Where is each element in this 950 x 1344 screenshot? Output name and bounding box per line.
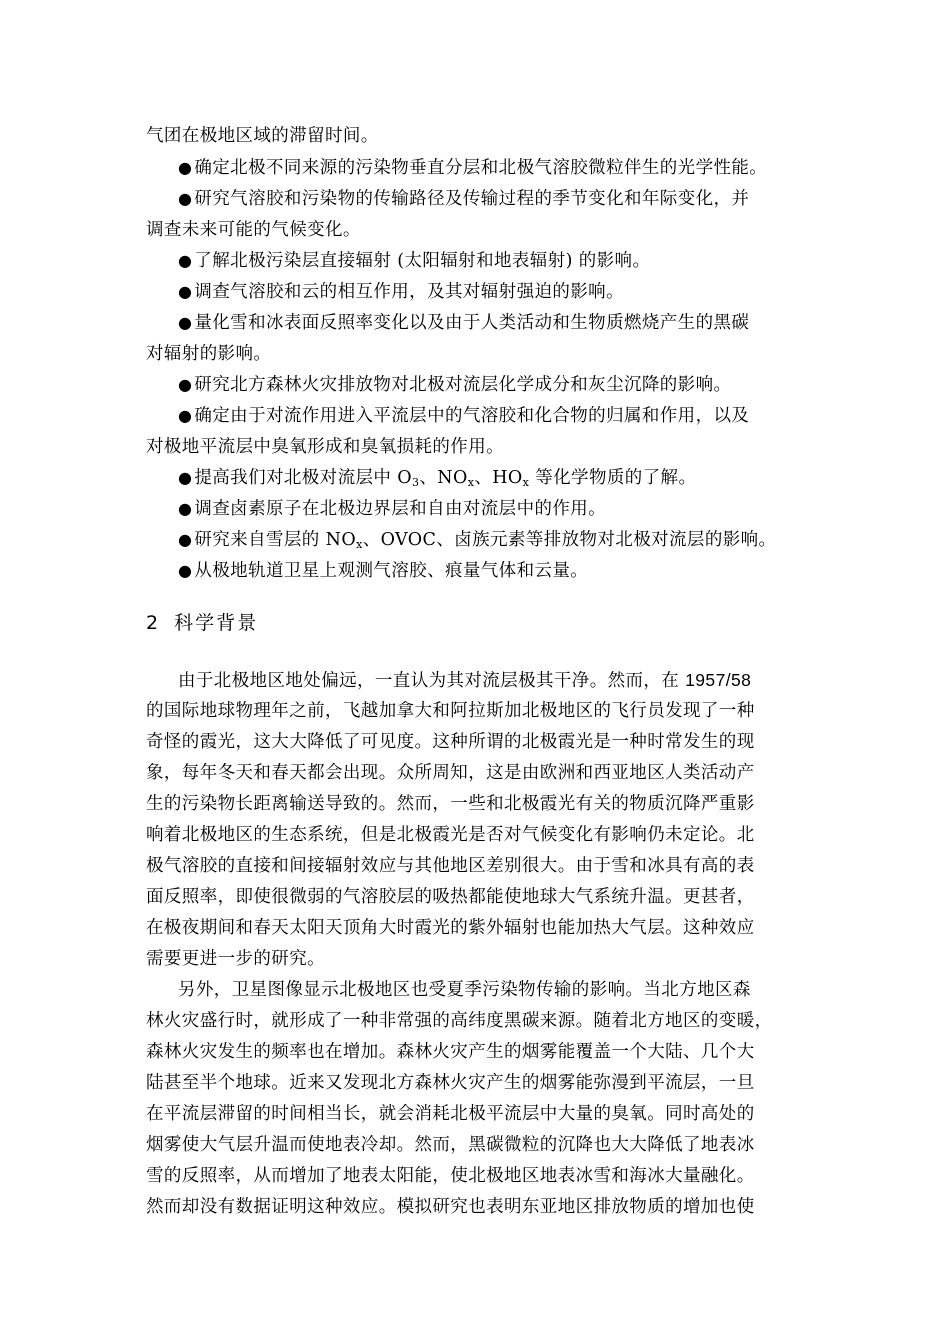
- paragraph-line: 在极夜期间和春天太阳天顶角大时霞光的紫外辐射也能加热大气层。这种效应: [146, 918, 755, 938]
- bullet-icon: ●: [178, 406, 193, 425]
- paragraph-line: 由于北极地区地处偏远，一直认为其对流层极其干净。然而，在 1957/58: [178, 670, 752, 691]
- bullet-icon: ●: [178, 158, 193, 177]
- section-heading: [146, 610, 258, 636]
- bullet-item: ● 研究气溶胶和污染物的传输路径及传输过程的季节变化和年际变化，并: [178, 189, 750, 209]
- bullet-icon: ●: [178, 282, 193, 301]
- bullet-icon: ●: [178, 530, 193, 549]
- bullet-item: ● 调查气溶胶和云的相互作用，及其对辐射强迫的影响。: [178, 282, 624, 302]
- bullet-item: ● 调查卤素原子在北极边界层和自由对流层中的作用。: [178, 499, 607, 519]
- paragraph-line: 陆甚至半个地球。近来又发现北方森林火灾产生的烟雾能弥漫到平流层，一旦: [146, 1073, 755, 1093]
- bullet-item: ● 研究北方森林火灾排放物对北极对流层化学成分和灰尘沉降的影响。: [178, 375, 732, 395]
- bullet-icon: ●: [178, 189, 193, 208]
- bullet-continuation: 对辐射的影响。: [146, 344, 272, 364]
- bullet-icon: ●: [178, 251, 193, 270]
- bullet-icon: ●: [178, 561, 193, 580]
- paragraph-line: 极气溶胶的直接和间接辐射效应与其他地区差别很大。由于雪和冰具有高的表: [146, 856, 755, 876]
- paragraph-line: 的国际地球物理年之前，飞越加拿大和阿拉斯加北极地区的飞行员发现了一种: [146, 701, 755, 721]
- paragraph-line: 响着北极地区的生态系统，但是北极霞光是否对气候变化有影响仍未定论。北: [146, 825, 755, 845]
- paragraph-line: 在平流层滞留的时间相当长，就会消耗北极平流层中大量的臭氧。同时高处的: [146, 1104, 755, 1124]
- bullet-item: ● 从极地轨道卫星上观测气溶胶、痕量气体和云量。: [178, 561, 589, 581]
- paragraph-line: 需要更进一步的研究。: [146, 949, 325, 969]
- section-title: 科学背景: [174, 612, 259, 634]
- paragraph-line: 生的污染物长距离输送导致的。然而，一些和北极霞光有关的物质沉降严重影: [146, 794, 755, 814]
- paragraph-line: 雪的反照率，从而增加了地表太阳能，使北极地区地表冰雪和海冰大量融化。: [146, 1166, 755, 1186]
- bullet-item: ● 了解北极污染层直接辐射 (太阳辐射和地表辐射) 的影响。: [178, 251, 651, 271]
- paragraph-line: 然而却没有数据证明这种效应。模拟研究也表明东亚地区排放物质的增加也使: [146, 1197, 755, 1217]
- bullet-icon: ●: [178, 499, 193, 518]
- section-number: 2: [146, 612, 161, 634]
- intro-tail-line: 气团在极地区域的滞留时间。: [146, 126, 379, 146]
- paragraph-line: 烟雾使大气层升温而使地表冷却。然而，黑碳微粒的沉降也大大降低了地表冰: [146, 1135, 755, 1155]
- bullet-icon: ●: [178, 375, 193, 394]
- bullet-continuation: 调查未来可能的气候变化。: [146, 220, 361, 240]
- bullet-item: ● 确定由于对流作用进入平流层中的气溶胶和化合物的归属和作用，以及: [178, 406, 750, 426]
- bullet-continuation: 对极地平流层中臭氧形成和臭氧损耗的作用。: [146, 437, 504, 457]
- bullet-item: ● 量化雪和冰表面反照率变化以及由于人类活动和生物质燃烧产生的黑碳: [178, 313, 750, 333]
- paragraph-line: 奇怪的霞光，这大大降低了可见度。这种所谓的北极霞光是一种时常发生的现: [146, 732, 755, 752]
- bullet-icon: ●: [178, 313, 193, 332]
- paragraph-line: 森林火灾发生的频率也在增加。森林火灾产生的烟雾能覆盖一个大陆、几个大: [146, 1042, 755, 1062]
- bullet-item: ● 确定北极不同来源的污染物垂直分层和北极气溶胶微粒伴生的光学性能。: [178, 158, 768, 178]
- paragraph-line: 林火灾盛行时，就形成了一种非常强的高纬度黑碳来源。随着北方地区的变暖，: [146, 1011, 773, 1031]
- paragraph-line: 另外，卫星图像显示北极地区也受夏季污染物传输的影响。当北方地区森: [178, 980, 751, 1000]
- bullet-icon: ●: [178, 468, 193, 487]
- paragraph-line: 面反照率，即使很微弱的气溶胶层的吸热都能使地球大气系统升温。更甚者，: [146, 887, 755, 907]
- paragraph-line: 象，每年冬天和春天都会出现。众所周知，这是由欧洲和西亚地区人类活动产: [146, 763, 755, 783]
- bullet-item: ● 研究来自雪层的 $NO_x$、OVOC、卤族元素等排放物对北极对流层的影响。: [178, 530, 777, 551]
- bullet-item: ● 提高我们对北极对流层中 $O_3$、$NO_x$、$HO_x$ 等化学物质的了解。: [178, 468, 697, 489]
